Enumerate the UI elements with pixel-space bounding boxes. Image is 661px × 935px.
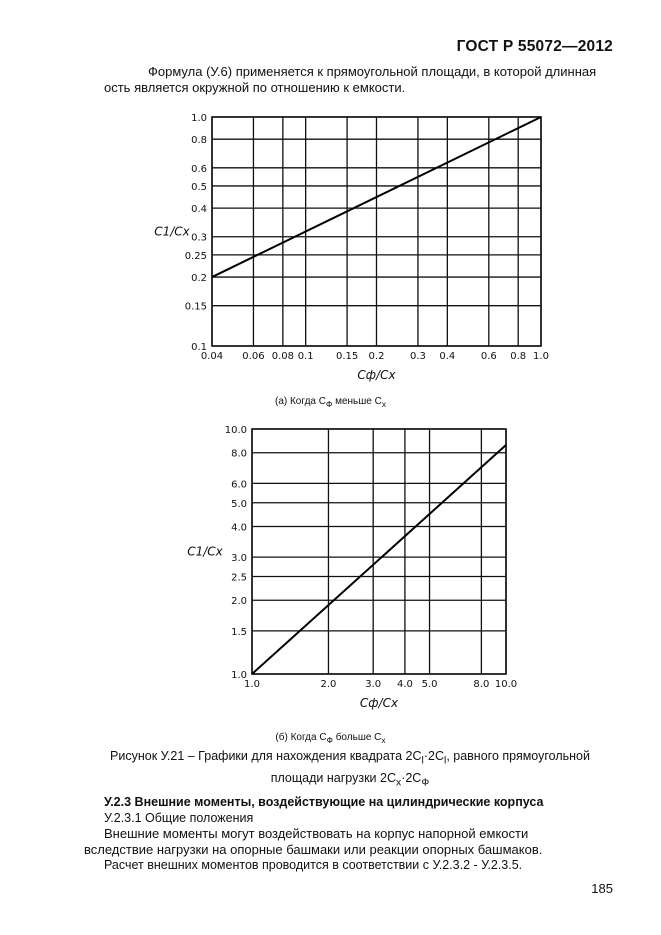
- chart-1-ytick-label-0: 1.0: [231, 670, 247, 681]
- chart-0-xtick-label-5: 0.2: [368, 351, 385, 362]
- chart-1-ytick-label-4: 3.0: [231, 553, 247, 565]
- chart-1-ytick-label-3: 2.5: [231, 572, 247, 584]
- chart-1-ytick-label-2: 2.0: [231, 596, 247, 608]
- chart-1-ytick-label-5: 4.0: [231, 522, 247, 534]
- subsection-heading: У.2.3.1 Общие положения: [104, 811, 254, 825]
- chart-0-xtick-label-7: 0.4: [439, 351, 456, 362]
- subcaption-a: (а) Когда $C_Ф$ меньше $C_x$: [274, 396, 387, 409]
- figure-caption-line-1: Рисунок У.21 – Графики для нахождения квадрата $2C_l\cdot 2C_l$, равного прямоугольной: [110, 749, 590, 767]
- chart-1-xtick-label-6: 10.0: [494, 679, 518, 690]
- chart-1-ytick-label-6: 5.0: [231, 498, 247, 510]
- chart-0-xtick-label-4: 0.15: [335, 351, 359, 362]
- chart-0-ytick-label-4: 0.3: [191, 232, 207, 244]
- chart-0-ytick-label-8: 0.8: [191, 135, 207, 147]
- chart-0-xtick-label-9: 0.8: [510, 351, 527, 362]
- chart-0-xlabel: Cф/Cх: [357, 368, 396, 382]
- figure-caption-line-2: площади нагрузки $2C_x\cdot 2C_Ф$: [270, 770, 430, 788]
- chart-0-xtick-label-1: 0.06: [242, 351, 265, 362]
- chart-0-plot: [154, 113, 549, 382]
- page-header: ГОСТ Р 55072—2012: [456, 38, 613, 55]
- chart-1-xtick-label-1: 2.0: [320, 679, 337, 690]
- chart-1-series-0-line: [252, 445, 506, 674]
- chart-0-xtick-label-3: 0.1: [297, 351, 314, 362]
- chart-1-ytick-label-1: 1.5: [231, 626, 247, 638]
- chart-1-xtick-label-3: 4.0: [396, 679, 413, 690]
- figure-caption: [70, 748, 630, 791]
- chart-0-ytick-label-0: 0.1: [191, 342, 207, 353]
- chart-0-ytick-label-5: 0.4: [191, 204, 207, 216]
- intro-line-1: Формула (У.6) применяется к прямоугольной площади, в которой длинная: [148, 64, 597, 79]
- chart-1-frame: [252, 429, 506, 674]
- chart-1-xlabel: Cф/Cх: [359, 696, 399, 710]
- chart-1-plot: [187, 425, 517, 710]
- chart-1-xtick-label-4: 5.0: [421, 679, 438, 690]
- chart-1-xtick-label-5: 8.0: [473, 679, 490, 690]
- chart-0-xtick-label-0: 0.04: [200, 351, 224, 362]
- section-p1-line-2: вследствие нагрузки на опорные башмаки или реакции опорных башмаков.: [84, 842, 543, 857]
- chart-0-ytick-label-6: 0.5: [191, 181, 207, 193]
- chart-0-xtick-label-10: 1.0: [533, 351, 549, 362]
- section-p1-line-1: Внешние моменты могут воздействовать на корпус напорной емкости: [104, 826, 529, 841]
- chart-0-ytick-label-3: 0.25: [184, 250, 207, 262]
- subcaption-b: (б) Когда $C_Ф$ больше $C_x$: [275, 732, 386, 745]
- chart-0-xtick-label-8: 0.6: [480, 351, 497, 362]
- chart-0-ytick-label-1: 0.15: [184, 301, 207, 313]
- chart-1-ytick-label-8: 8.0: [231, 448, 247, 460]
- chart-1-ytick-label-9: 10.0: [224, 425, 247, 436]
- chart-0-ytick-label-7: 0.6: [191, 163, 207, 175]
- page-number: 185: [591, 881, 613, 896]
- section-paragraph-2: Расчет внешних моментов проводится в соответствии с У.2.3.2 - У.2.3.5.: [104, 858, 523, 872]
- chart-1-ytick-label-7: 6.0: [231, 479, 247, 491]
- chart-1-xtick-label-2: 3.0: [365, 679, 382, 690]
- chart-1-ylabel: C1/Cх: [187, 544, 223, 559]
- section-paragraph-1: [84, 826, 612, 858]
- chart-0-xtick-label-2: 0.08: [271, 351, 294, 362]
- chart-0-xtick-label-6: 0.3: [409, 351, 426, 362]
- chart-0-ytick-label-2: 0.2: [191, 273, 207, 285]
- intro-line-2: ость является окружной по отношению к емкости.: [104, 80, 406, 95]
- chart-0-ylabel: C1/Cх: [154, 224, 190, 239]
- chart-1-xtick-label-0: 1.0: [244, 679, 260, 690]
- section-heading: У.2.3 Внешние моменты, воздействующие на цилиндрические корпуса: [104, 795, 544, 809]
- chart-0-ytick-label-9: 1.0: [191, 113, 207, 124]
